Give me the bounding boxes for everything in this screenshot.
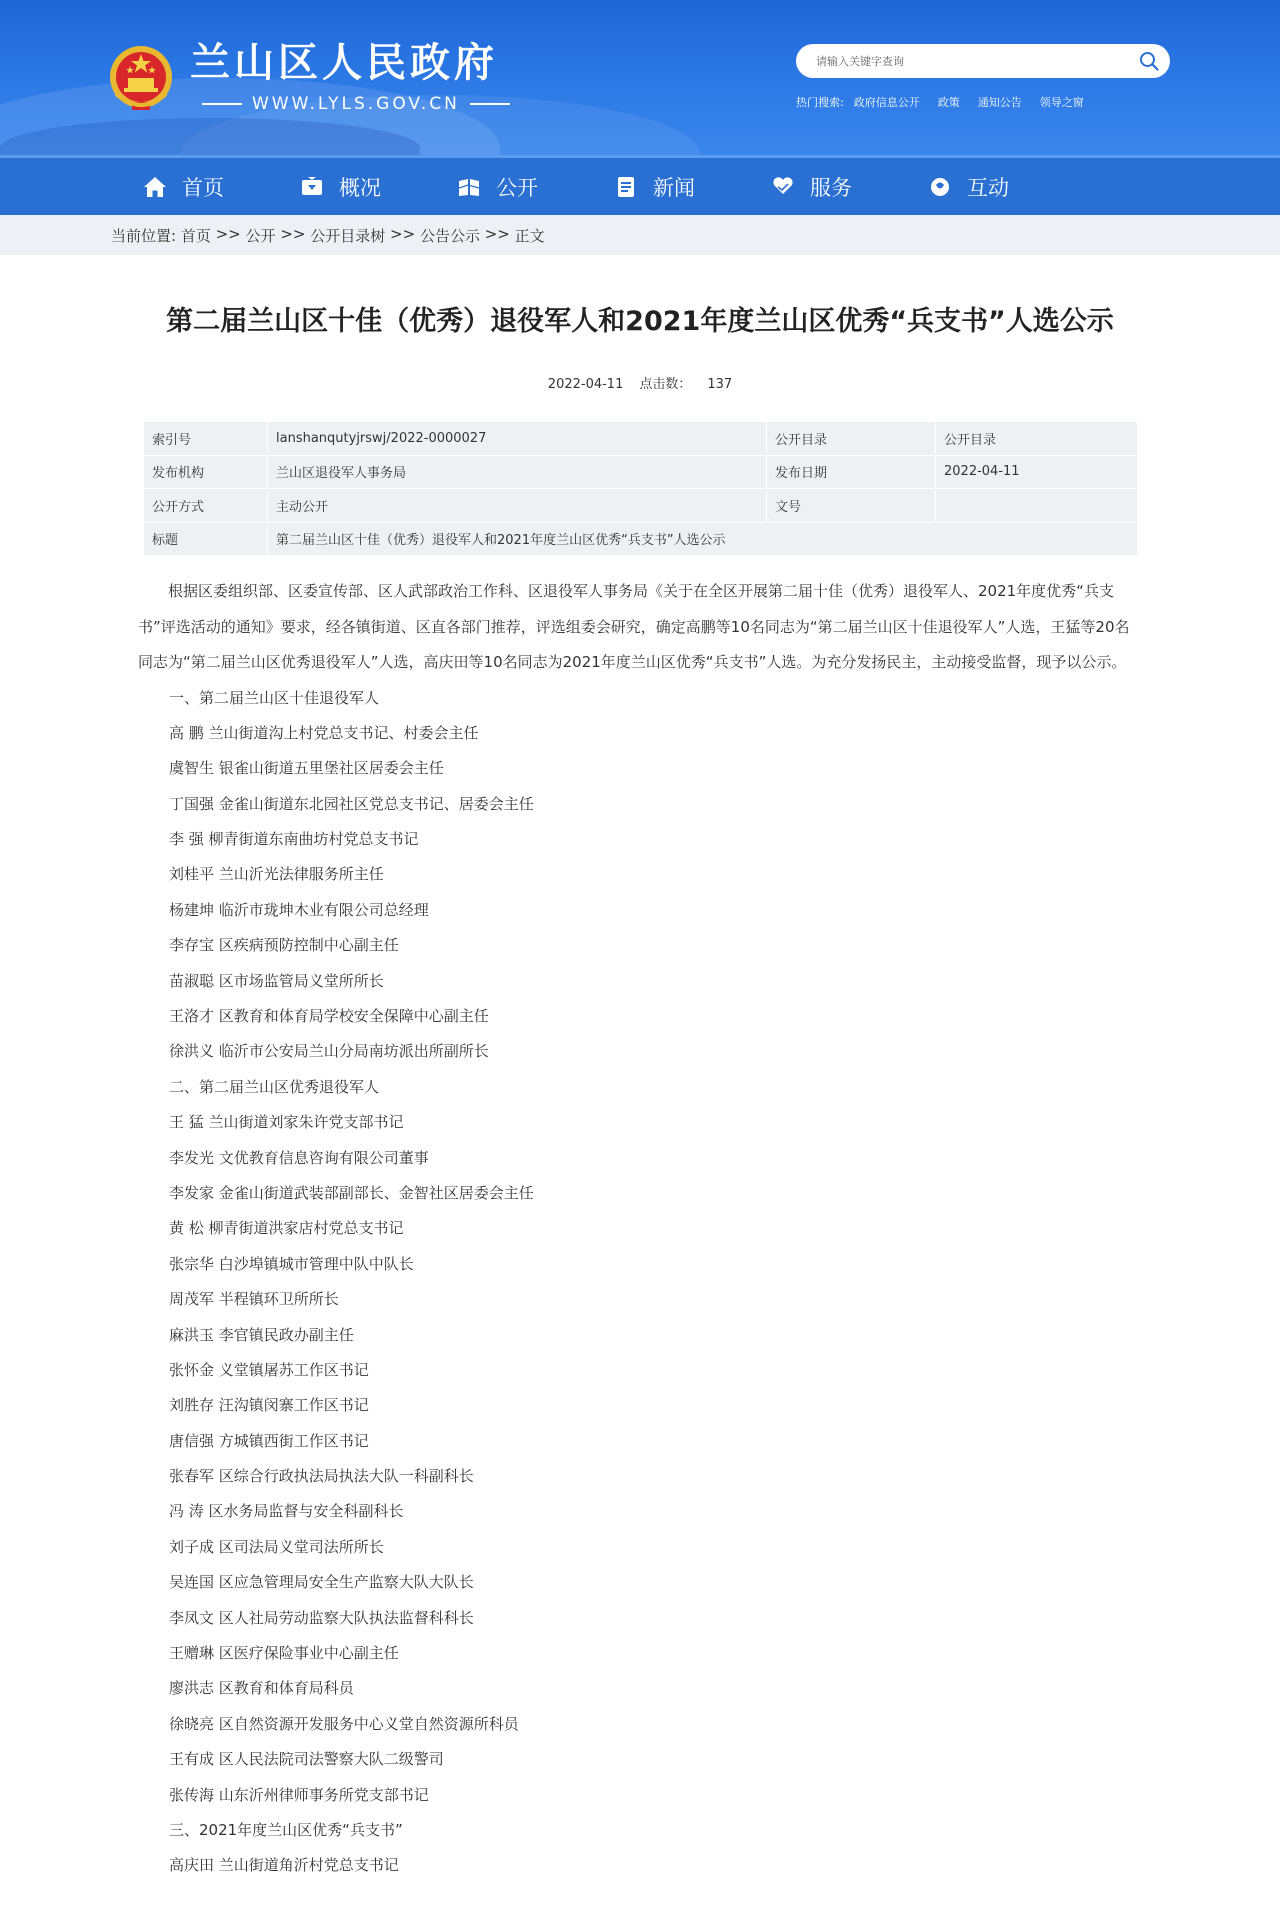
nav-label: 服务 xyxy=(810,175,852,200)
nav-label: 新闻 xyxy=(653,175,695,200)
info-key: 标题 xyxy=(144,522,268,556)
list-item: 丁国强 金雀山街道东北园社区党总支书记、居委会主任 xyxy=(169,794,534,813)
hot-link[interactable]: 政策 xyxy=(937,96,960,109)
nav-label: 首页 xyxy=(182,175,224,200)
list-item: 张怀金 义堂镇屠苏工作区书记 xyxy=(169,1360,369,1379)
list-item: 二、第二届兰山区优秀退役军人 xyxy=(169,1077,380,1096)
list-item: 张春军 区综合行政执法局执法大队一科副科长 xyxy=(169,1467,474,1486)
nav-item-service[interactable] xyxy=(770,158,927,215)
list-item: 三、2021年度兰山区优秀“兵支书” xyxy=(169,1821,403,1839)
hot-link[interactable]: 领导之窗 xyxy=(1039,96,1084,109)
nav-item-news[interactable] xyxy=(613,158,770,215)
breadcrumb-separator: >> xyxy=(479,225,515,243)
breadcrumb-separator: >> xyxy=(210,225,246,243)
list-item: 李存宝 区疾病预防控制中心副主任 xyxy=(169,936,399,955)
breadcrumb-prefix: 当前位置: xyxy=(111,227,181,245)
breadcrumb-item[interactable]: 公开 xyxy=(245,227,276,245)
list-item: 周茂军 半程镇环卫所所长 xyxy=(169,1290,339,1309)
main-nav xyxy=(0,155,1280,215)
list-item: 冯 涛 区水务局监督与安全科副科长 xyxy=(169,1502,404,1521)
home-icon xyxy=(142,174,168,200)
article-list xyxy=(138,681,1138,1884)
nav-item-interact[interactable] xyxy=(927,158,1084,215)
breadcrumb xyxy=(0,215,1280,255)
list-item: 王洛才 区教育和体育局学校安全保障中心副主任 xyxy=(169,1007,489,1026)
breadcrumb-item[interactable]: 公开目录树 xyxy=(310,227,386,245)
info-value: 2022-04-11 xyxy=(936,455,1138,489)
national-emblem-icon xyxy=(108,44,174,114)
nav-item-overview[interactable] xyxy=(299,158,456,215)
views-count: 137 xyxy=(707,377,733,392)
list-item: 王赠琳 区医疗保险事业中心副主任 xyxy=(169,1644,399,1663)
article-intro: 根据区委组织部、区委宣传部、区人武部政治工作科、区退役军人事务局《关于在全区开展第二届十佳（优秀）退役军人、2021年度优秀“兵支书”评选活动的通知》要求，经各镇街道、区直各部门推荐，评选组委会研究，确定高鹏等10名同志为“第二届兰山区十佳退役军人”人选，王猛等20名同志为“第二届兰山区优秀退役军人”人选，高庆田等10名同志为2021年度兰山区优秀“兵支书”人选。为充分发扬民主，主动接受监督，现予以公示。 xyxy=(138,582,1130,671)
info-key: 索引号 xyxy=(144,422,268,456)
info-value: 兰山区退役军人事务局 xyxy=(268,455,767,489)
list-item: 刘桂平 兰山沂光法律服务所主任 xyxy=(169,865,384,884)
table-row xyxy=(144,422,1138,456)
list-item: 杨建坤 临沂市珑坤木业有限公司总经理 xyxy=(169,900,429,919)
nav-item-home[interactable] xyxy=(142,158,299,215)
overview-icon xyxy=(299,174,325,200)
list-item: 李发光 文优教育信息咨询有限公司董事 xyxy=(169,1148,429,1167)
breadcrumb-item[interactable]: 公告公示 xyxy=(419,227,480,245)
list-item: 徐晓亮 区自然资源开发服务中心义堂自然资源所科员 xyxy=(169,1714,519,1733)
url-dash-left xyxy=(202,103,242,105)
list-item: 刘胜存 汪沟镇闵寨工作区书记 xyxy=(169,1396,369,1415)
views-label: 点击数： xyxy=(639,377,692,392)
site-url-text: WWW.LYLS.GOV.CN xyxy=(252,94,460,114)
site-url xyxy=(192,92,520,116)
article-title: 第二届兰山区十佳（优秀）退役军人和2021年度兰山区优秀“兵支书”人选公示 xyxy=(166,306,1114,337)
hot-link[interactable]: 政府信息公开 xyxy=(853,96,920,109)
list-item: 李 强 柳青街道东南曲坊村党总支书记 xyxy=(169,830,419,849)
info-value: 主动公开 xyxy=(268,489,767,523)
article-date: 2022-04-11 xyxy=(547,377,624,392)
list-item: 廖洪志 区教育和体育局科员 xyxy=(169,1679,354,1698)
url-dash-right xyxy=(470,103,510,105)
article-body xyxy=(138,574,1138,1884)
list-item: 黄 松 柳青街道洪家店村党总支书记 xyxy=(169,1219,404,1238)
breadcrumb-item[interactable]: 首页 xyxy=(180,227,211,245)
info-value: lanshanqutyjrswj/2022-0000027 xyxy=(268,422,767,456)
list-item: 唐信强 方城镇西街工作区书记 xyxy=(169,1431,369,1450)
list-item: 王 猛 兰山街道刘家朱许党支部书记 xyxy=(169,1113,404,1132)
info-value: 公开目录 xyxy=(936,422,1138,456)
list-item: 张宗华 白沙埠镇城市管理中队中队长 xyxy=(169,1254,414,1273)
nav-label: 公开 xyxy=(496,175,538,200)
list-item: 吴连国 区应急管理局安全生产监察大队大队长 xyxy=(169,1573,474,1592)
breadcrumb-item: 正文 xyxy=(514,227,545,245)
list-item: 高庆田 兰山街道角沂村党总支书记 xyxy=(169,1856,399,1875)
breadcrumb-separator: >> xyxy=(385,225,420,243)
hot-search xyxy=(796,94,1102,110)
info-key: 公开目录 xyxy=(767,422,936,456)
list-item: 王有成 区人民法院司法警察大队二级警司 xyxy=(169,1750,444,1769)
info-key: 发布日期 xyxy=(767,455,936,489)
hot-search-label: 热门搜索: xyxy=(796,96,844,109)
heart-hand-icon xyxy=(770,174,796,200)
site-title[interactable]: 兰山区人民政府 xyxy=(190,40,498,86)
info-key: 文号 xyxy=(767,489,936,523)
search-input[interactable] xyxy=(816,50,1116,72)
table-row xyxy=(144,455,1138,489)
nav-label: 概况 xyxy=(339,175,381,200)
list-item: 虞智生 银雀山街道五里堡社区居委会主任 xyxy=(169,759,444,778)
info-key: 公开方式 xyxy=(144,489,268,523)
article-info-table xyxy=(143,421,1138,556)
info-key: 发布机构 xyxy=(144,455,268,489)
list-item: 李凤文 区人社局劳动监察大队执法监督科科长 xyxy=(169,1608,474,1627)
list-item: 麻洪玉 李官镇民政办副主任 xyxy=(169,1325,354,1344)
search-box xyxy=(796,44,1170,78)
table-row xyxy=(144,489,1138,523)
list-item: 高 鹏 兰山街道沟上村党总支书记、村委会主任 xyxy=(169,723,479,742)
site-header xyxy=(0,0,1280,155)
search-icon[interactable] xyxy=(1138,50,1160,72)
list-item: 李发家 金雀山街道武装部副部长、金智社区居委会主任 xyxy=(169,1183,534,1202)
news-icon xyxy=(613,174,639,200)
list-item: 张传海 山东沂州律师事务所党支部书记 xyxy=(169,1785,429,1804)
chat-icon xyxy=(927,174,953,200)
list-item: 苗淑聪 区市场监管局义堂所所长 xyxy=(169,971,384,990)
breadcrumb-separator: >> xyxy=(275,225,311,243)
list-item: 刘子成 区司法局义堂司法所所长 xyxy=(169,1537,384,1556)
info-value xyxy=(936,489,1138,523)
book-icon xyxy=(456,174,482,200)
list-item: 徐洪义 临沂市公安局兰山分局南坊派出所副所长 xyxy=(169,1042,489,1061)
hot-link[interactable]: 通知公告 xyxy=(977,96,1022,109)
nav-item-open[interactable] xyxy=(456,158,613,215)
list-item: 一、第二届兰山区十佳退役军人 xyxy=(169,688,380,707)
article-meta xyxy=(0,373,1280,392)
info-value: 第二届兰山区十佳（优秀）退役军人和2021年度兰山区优秀“兵支书”人选公示 xyxy=(268,522,1138,556)
nav-label: 互动 xyxy=(967,175,1009,200)
table-row xyxy=(144,522,1138,556)
